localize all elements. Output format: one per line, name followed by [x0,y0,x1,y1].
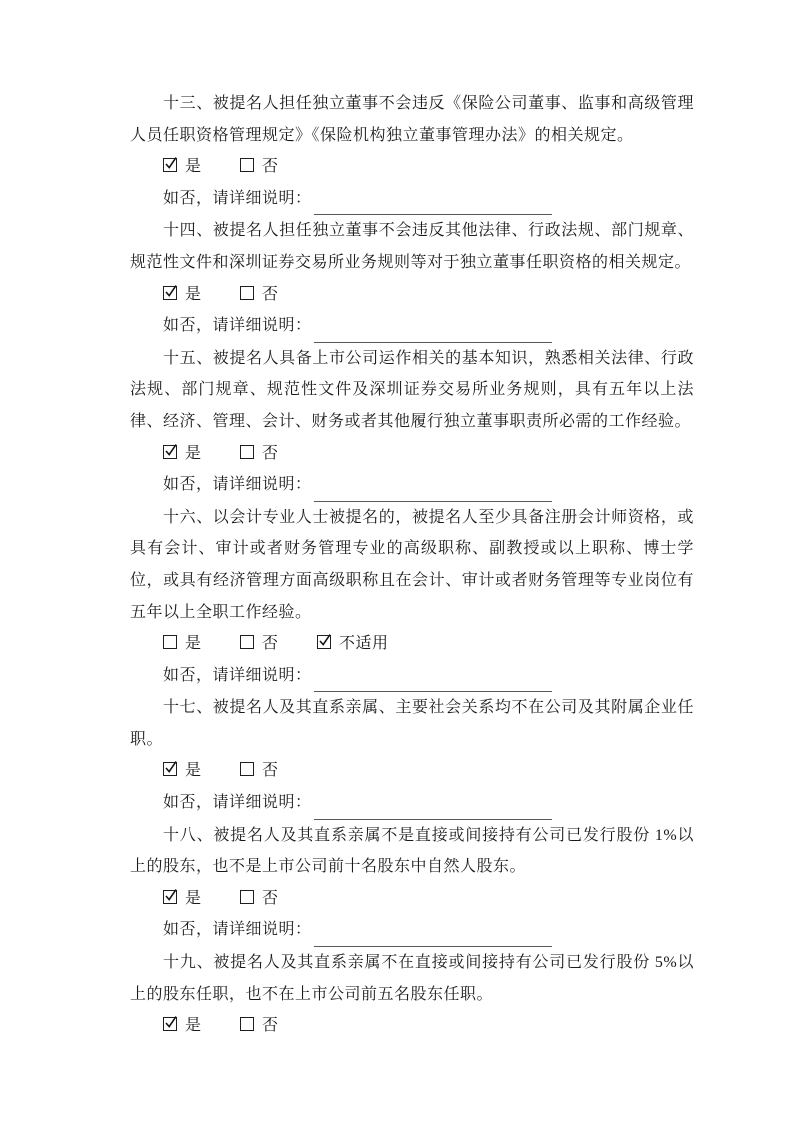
item-text: 十五、被提名人具备上市公司运作相关的基本知识，熟悉相关法律、行政法规、部门规章、规范性文件及深圳证券交易所业务规则，具有五年以上法律、经济、管理、会计、财务或者其他履行独立董事职责所必需的工作经验。 [130,349,694,430]
detail-prompt-row [130,310,694,343]
detail-prompt-row [130,914,694,947]
checkbox-unchecked-icon [240,1017,254,1031]
detail-prompt-row [130,183,694,216]
checkbox-checked-icon [163,286,177,300]
detail-prompt-label: 如否，请详细说明： [163,317,312,335]
checkbox-option-label: 是 [185,635,202,653]
item-text: 十四、被提名人担任独立董事不会违反其他法律、行政法规、部门规章、规范性文件和深圳证券交易所业务规则等对于独立董事任职资格的相关规定。 [130,222,694,271]
checkbox-checked-icon [163,1017,177,1031]
checkbox-row [130,279,694,311]
checkbox-unchecked-icon [240,158,254,172]
checkbox-checked-icon [163,890,177,904]
checkbox-option-label: 不适用 [339,635,389,653]
document-content [130,88,694,1042]
checkbox-unchecked-icon [240,445,254,459]
checkbox-checked-icon [163,445,177,459]
detail-prompt-label: 如否，请详细说明： [163,794,312,812]
checkbox-row [130,1010,694,1042]
checkbox-option-label: 否 [262,635,279,653]
item-text: 十九、被提名人及其直系亲属不在直接或间接持有公司已发行股份 5%以上的股东任职，也不在上市公司前五名股东任职。 [130,954,694,1003]
checkbox-option [163,279,202,311]
blank-underline [314,183,552,216]
checkbox-unchecked-icon [240,762,254,776]
checkbox-row [130,628,694,660]
questionnaire-item [130,343,694,502]
checkbox-unchecked-icon [240,286,254,300]
checkbox-unchecked-icon [163,635,177,649]
checkbox-unchecked-icon [240,890,254,904]
checkbox-option [240,279,279,311]
checkbox-option [163,1010,202,1042]
checkbox-option-label: 否 [262,285,279,303]
item-text: 十六、以会计专业人士被提名的，被提名人至少具备注册会计师资格，或具有会计、审计或者财务管理专业的高级职称、副教授或以上职称、博士学位，或具有经济管理方面高级职称且在会计、审计或者财务管理等专业岗位有五年以上全职工作经验。 [130,508,694,621]
item-text: 十八、被提名人及其直系亲属不是直接或间接持有公司已发行股份 1%以上的股东，也不是上市公司前十名股东中自然人股东。 [130,826,694,876]
checkbox-option [163,883,202,915]
checkbox-option [163,628,202,660]
checkbox-option [240,755,279,787]
checkbox-option-label: 是 [185,158,202,176]
checkbox-option-label: 否 [262,444,279,462]
checkbox-option [240,438,279,470]
detail-prompt-label: 如否，请详细说明： [163,189,312,207]
checkbox-option-label: 是 [185,444,202,462]
checkbox-option-label: 否 [262,1017,279,1035]
blank-underline [314,914,552,947]
checkbox-option-label: 否 [262,762,279,780]
checkbox-option [317,628,389,660]
detail-prompt-label: 如否，请详细说明： [163,476,312,494]
questionnaire-item [130,502,694,693]
blank-underline [314,787,552,820]
checkbox-option [240,628,279,660]
questionnaire-item [130,88,694,215]
item-text: 十三、被提名人担任独立董事不会违反《保险公司董事、监事和高级管理人员任职资格管理规定》《保险机构独立董事管理办法》的相关规定。 [130,95,694,144]
questionnaire-item [130,820,694,947]
checkbox-option-label: 否 [262,889,279,907]
checkbox-option [163,151,202,183]
questionnaire-item [130,215,694,342]
checkbox-option-label: 是 [185,285,202,303]
detail-prompt-row [130,787,694,820]
detail-prompt-label: 如否，请详细说明： [163,921,312,939]
checkbox-checked-icon [163,762,177,776]
checkbox-option [240,1010,279,1042]
checkbox-option [240,151,279,183]
detail-prompt-row [130,469,694,502]
checkbox-unchecked-icon [240,635,254,649]
checkbox-option [163,755,202,787]
checkbox-option-label: 是 [185,889,202,907]
checkbox-option [163,438,202,470]
checkbox-row [130,151,694,183]
blank-underline [314,310,552,343]
checkbox-row [130,438,694,470]
checkbox-option-label: 是 [185,762,202,780]
detail-prompt-label: 如否，请详细说明： [163,666,312,684]
checkbox-checked-icon [163,158,177,172]
item-text: 十七、被提名人及其直系亲属、主要社会关系均不在公司及其附属企业任职。 [130,699,694,748]
checkbox-checked-icon [317,635,331,649]
detail-prompt-row [130,660,694,693]
checkbox-row [130,883,694,915]
checkbox-row [130,755,694,787]
questionnaire-item [130,947,694,1042]
checkbox-option-label: 是 [185,1017,202,1035]
questionnaire-item [130,692,694,819]
checkbox-option-label: 否 [262,158,279,176]
blank-underline [314,469,552,502]
blank-underline [314,660,552,693]
checkbox-option [240,883,279,915]
